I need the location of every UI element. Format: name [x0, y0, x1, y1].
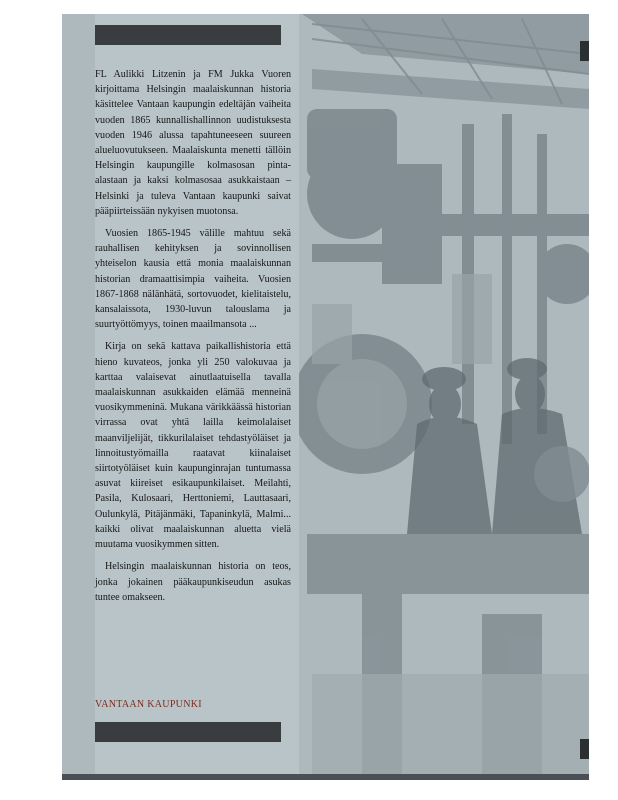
cover-edge — [62, 774, 589, 780]
blurb-paragraph-3: Kirja on sekä kattava paikallishistoria että hieno kuvateos, jonka yli 250 valokuvaa ja karttaa valaisevat ainutlaatuisella tavalla maalaiskunnan asukkaiden elämää menneinä vuosikymmeninä. Mukana värikkäässä historian virrassa ovat yhtä lailla keimolalaiset maanviljelijät, tikkurilalaiset tehdastyöläiset ja linnoitustyömailla raatavat kiinalaiset siirtotyöläiset kuin kaupunginrajan tuntumassa asuvat kiireiset esikaupunkilaiset. Meilahti, Pasila, Kulosaari, Herttoniemi, Lauttasaari, Oulunkylä, Pitäjänmäki, Tapaninkylä, Malmi... kaikki olivat maalaiskunnan aluetta vielä muutama vuosikymmen sitten. — [95, 341, 291, 551]
blurb-paragraph-2: Vuosien 1865-1945 välille mahtuu sekä rauhallisen kehityksen ja sovinnollisen yhteiselon kausia että monia maalaiskunnan historian dramaattisimpia vaiheita. Vuosien 1867-1868 nälänhätä, sortovuodet, kielitaistelu, kansalaissota, 1930-luvun talouslama ja suurtyöttömyys, toinen maailmansota ... — [95, 228, 291, 331]
bottom-decorative-bar — [95, 722, 281, 742]
spine-edge-mark-top — [580, 41, 589, 61]
spine-edge-mark-bottom — [580, 739, 589, 759]
blurb-text — [95, 67, 291, 612]
blurb-paragraph-4: Helsingin maalaiskunnan historia on teos, jonka jokainen pääkaupunkiseudun asukas tuntee omakseen. — [95, 561, 291, 603]
blurb-paragraph-1: FL Aulikki Litzenin ja FM Jukka Vuoren kirjoittama Helsingin maalaiskunnan historia käsittelee Vantaan kaupungin edeltäjän vaiheita vuoden 1865 kunnallishallinnon uudistuksesta vuoden 1946 alussa tapahtuneeseen suureen alueluovutukseen. Maalaiskunta menetti tällöin Helsingin kaupungille kolmasosan pinta-alastaan ja kaksi kolmasosaa asukkaistaan – Helsinki ja tuleva Vantaan kaupunki saivat pääpiirteissään nykyisen muotonsa. — [95, 69, 291, 217]
publisher-name: VANTAAN KAUPUNKI — [95, 699, 202, 710]
top-decorative-bar — [95, 25, 281, 45]
